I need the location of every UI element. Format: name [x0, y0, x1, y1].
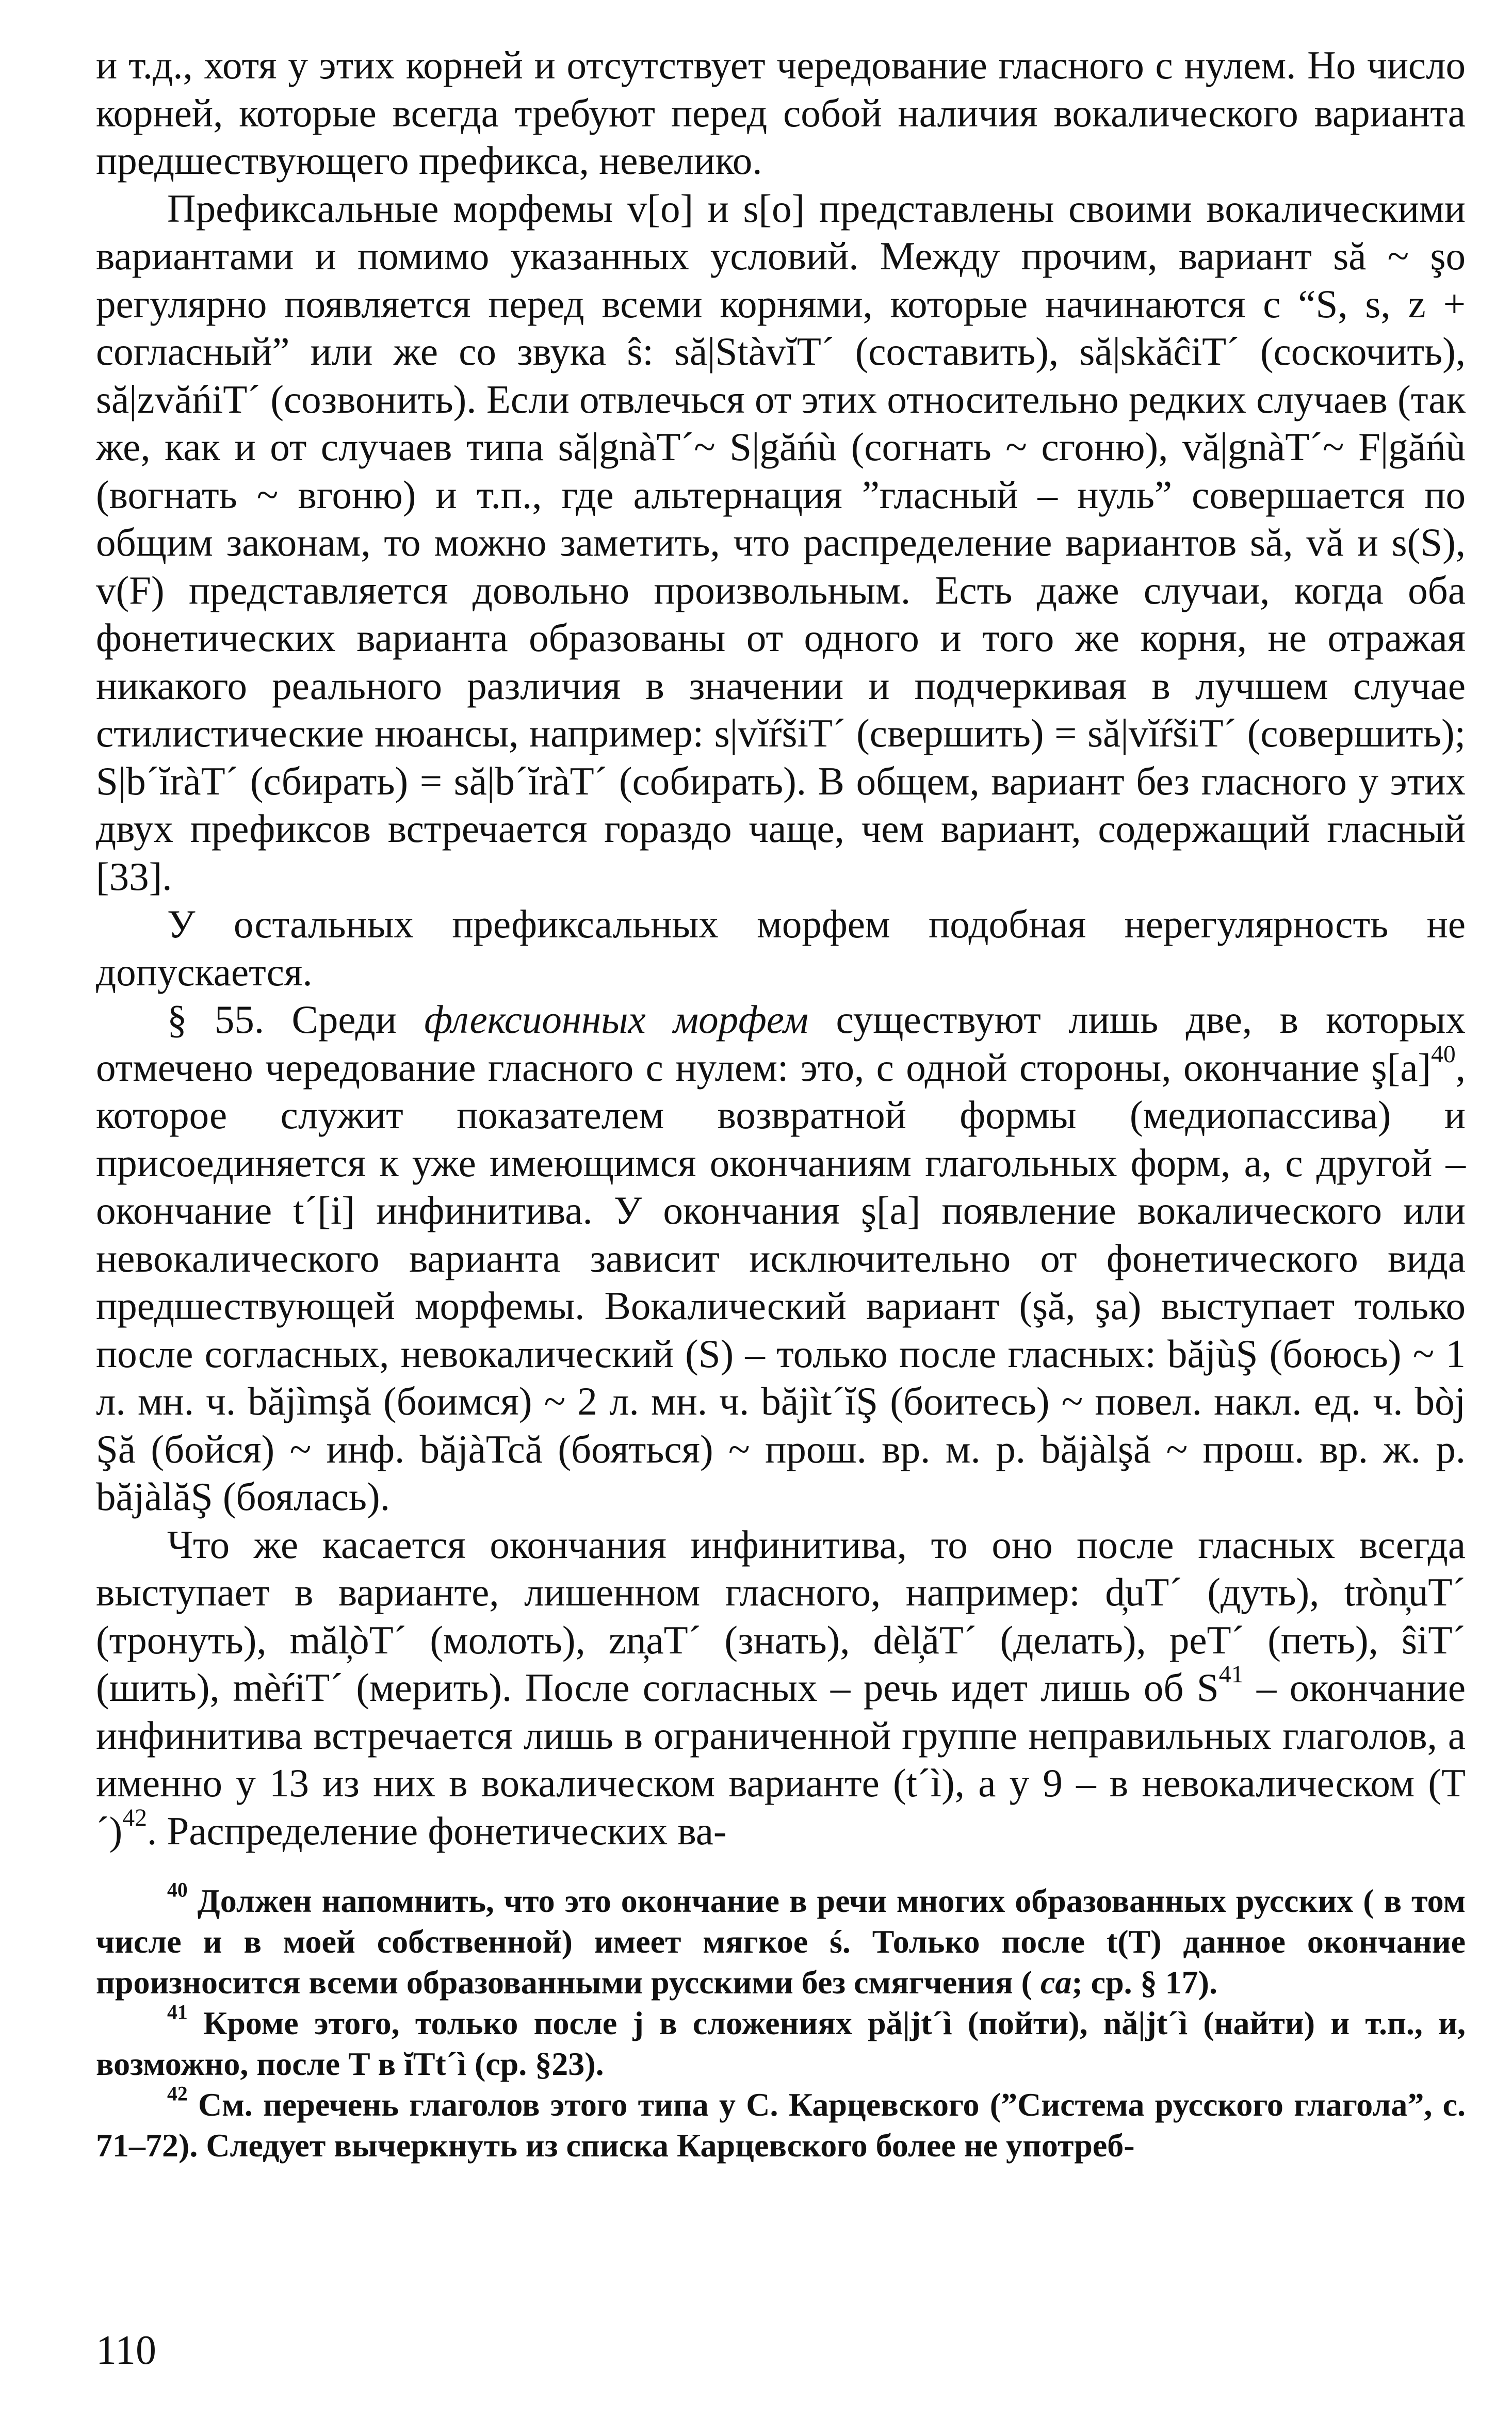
infinitive-text-end: . Распределение фонетических ва- [147, 1808, 727, 1853]
paragraph-continuation: и т.д., хотя у этих корней и отсутствует чередование гласного с нулем. Но число корней, которые всегда требуют перед собой наличия вокалического варианта предшествующего префикса, невелико. [96, 43, 1466, 183]
footnote-text-end: ; ср. § 17). [1071, 1964, 1217, 2001]
footnote-text: Должен напомнить, что это окончание в речи многих образованных русских ( в том числе и в моей собственной) имеет мягкое ś. Только после t(T) данное окончание произносится всеми образованными русскими без смягчения ( [96, 1882, 1466, 2001]
paragraph-other-prefixes: У остальных префиксальных морфем подобная нерегулярность не допускается. [96, 902, 1466, 994]
section-55-text: существуют лишь две, в которых отмечено чередование гласного с нулем: это, с одной стороны, окончание ş[a] [96, 997, 1466, 1090]
footnote-ref-41: 41 [1218, 1661, 1244, 1689]
footnote-41 [96, 2003, 1466, 2084]
footnote-number: 41 [167, 2001, 188, 2024]
section-55-text-end: , которое служит показателем возвратной формы (медиопассива) и присоединяется к уже имеющимся окончаниям глагольных форм, а, с другой – окончание t´[i] инфинитива. У окончания ş[a] появление вокалического или невокалического варианта зависит исключительно от фонетического вида предшествующей морфемы. Вокалический вариант (şă, şa) выступает только после согласных, невокалический (S) – только после гласных: băjùŞ (боюсь) ~ 1 л. мн. ч. băjìmşă (боимся) ~ 2 л. мн. ч. băjìt´ĭŞ (боитесь) ~ повел. накл. ед. ч. bòj Şă (бойся) ~ инф. băjàTcă (бояться) ~ прош. вр. м. р. băjàlşă ~ прош. вр. ж. р. băjàlăŞ (боялась). [96, 1045, 1466, 1519]
footnote-text: См. перечень глаголов этого типа у С. Карцевского (”Система русского глагола”, с. 71–72). Следует вычеркнуть из списка Карцевского более не употреб- [96, 2086, 1466, 2164]
footnote-ref-42: 42 [122, 1804, 148, 1831]
section-55-text-start: § 55. Среди [167, 997, 425, 1042]
infinitive-text-start: Что же касается окончания инфинитива, то оно после гласных всегда выступает в варианте, лишенном гласного, например: d̦uT´ (дуть), tròn̦uT´ (тронуть), măl̦òT´ (молоть), zn̦aT´ (знать), dèl̦ăT´ (делать), peT´ (петь), ŝiT´ (шить), mèŕiT´ (мерить). После согласных – речь идет лишь об S [96, 1522, 1466, 1710]
page-number: 110 [96, 2328, 157, 2373]
footnote-text: Кроме этого, только после j в сложениях pă|jt´ì (пойти), nă|jt´ì (найти) и т.п., и, возможно, после T в ĭTt´ì (ср. §23). [96, 2005, 1466, 2082]
footnote-number: 40 [167, 1878, 188, 1902]
footnote-number: 42 [167, 2082, 188, 2105]
footnotes [96, 1880, 1466, 2166]
inflectional-morphemes-term: флексионных морфем [424, 997, 809, 1042]
infinitive-text-middle: – окончание инфинитива встречается лишь в ограниченной группе неправильных глаголов, а именно у 13 из них в вокалическом варианте (t´ì), а у 9 – в невокалическом (T´) [96, 1665, 1466, 1853]
paragraph-prefix-morphemes: Префиксальные морфемы v[o] и s[o] представлены своими вокалическими вариантами и помимо указанных условий. Между прочим, вариант să ~ şo регулярно появляется перед всеми корнями, которые начинаются с “S, s, z + согласный” или же со звука ŝ: să|StàvĭT´ (составить), să|skăĉiT´ (соскочить), să|zvăńiT´ (созвонить). Если отвлечься от этих относительно редких случаев (так же, как и от случаев типа să|gnàT´~ S|găńù (согнать ~ сгоню), vă|gnàT´~ F|găńù (вогнать ~ вгоню) и т.п., где альтернация ”гласный – нуль” совершается по общим законам, то можно заметить, что распределение вариантов să, vă и s(S), v(F) представляется довольно произвольным. Есть даже случаи, когда оба фонетических варианта образованы от одного и того же корня, не отражая никакого реального различия в значении и подчеркивая в лучшем случае стилистические нюансы, например: s|vĭŕšiT´ (свершить) = să|vĭŕšiT´ (совершить); S|b´ĭràT´ (сбирать) = să|b´ĭràT´ (собирать). В общем, вариант без гласного у этих двух префиксов встречается гораздо чаще, чем вариант, содержащий гласный [33]. [96, 186, 1466, 899]
footnote-ref-40: 40 [1431, 1040, 1456, 1068]
paragraph-infinitive [96, 1521, 1466, 1855]
paragraph-section-55 [96, 996, 1466, 1521]
footnote-42 [96, 2084, 1466, 2166]
body-text [96, 41, 1466, 1855]
footnote-italic: ca [1040, 1964, 1072, 2001]
footnote-40 [96, 1880, 1466, 2003]
